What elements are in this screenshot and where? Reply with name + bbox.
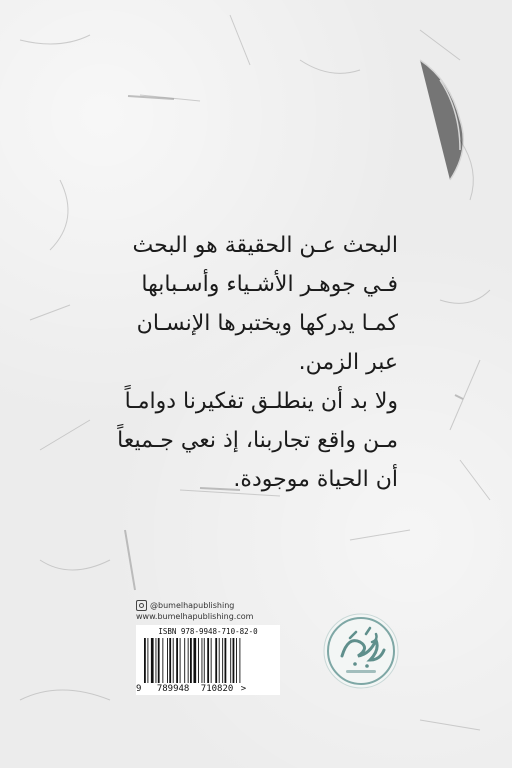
text-line: عبر الزمن. xyxy=(298,350,398,375)
barcode-digit-first: 9 xyxy=(136,684,142,694)
barcode-digits-left: 789948 xyxy=(156,684,190,694)
barcode-bars xyxy=(142,638,272,683)
isbn-barcode xyxy=(136,625,280,695)
text-line: فـي جوهـر الأشـياء وأسـبابها xyxy=(141,272,398,297)
text-line: أن الحياة موجودة. xyxy=(233,467,398,492)
barcode-digits-right: 710820 xyxy=(200,684,234,694)
text-line: ولا بد أن ينطلـق تفكيرنا دوامـاً xyxy=(124,389,398,414)
back-cover-text xyxy=(80,226,398,499)
social-handle-text: @bumelhapublishing xyxy=(150,601,235,610)
barcode-block xyxy=(136,600,286,696)
instagram-icon xyxy=(136,600,147,611)
bumelha-publishing-seal-icon xyxy=(322,612,400,690)
barcode-digits xyxy=(136,684,280,694)
barcode-digit-end: > xyxy=(240,684,247,694)
text-line: البحث عـن الحقيقة هو البحث xyxy=(132,233,398,258)
social-handle xyxy=(136,600,286,611)
isbn-label: ISBN 978-9948-710-82-0 xyxy=(158,627,258,636)
text-line: مـن واقع تجاربنا، إذ نعي جـميعاً xyxy=(117,428,398,453)
website-text: www.bumelhapublishing.com xyxy=(136,612,254,621)
text-line: كمـا يدركها ويختبرها الإنسـان xyxy=(136,311,398,336)
